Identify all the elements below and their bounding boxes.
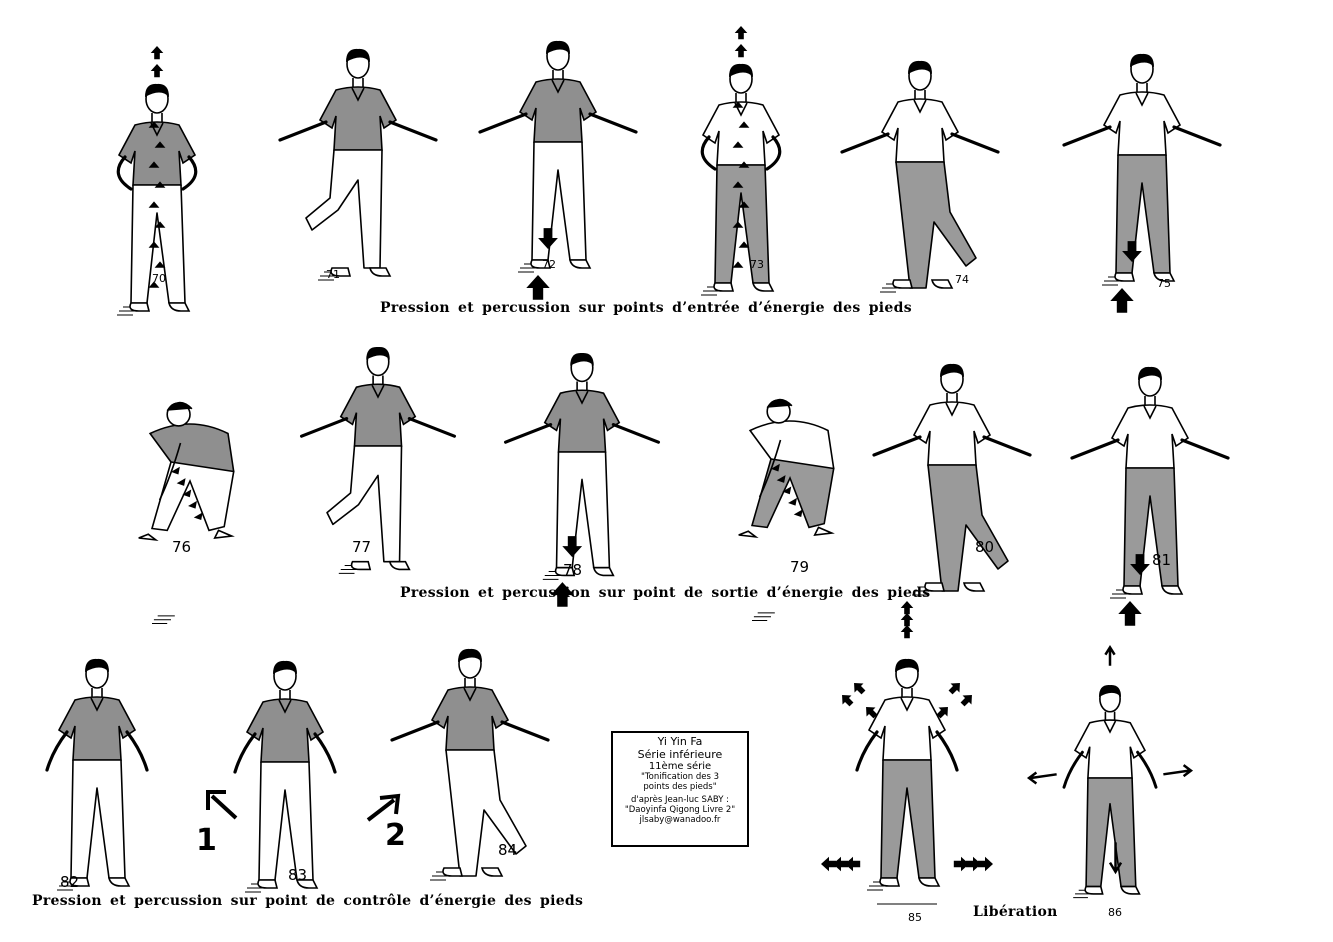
figure-71	[280, 49, 436, 281]
caption-exit-point: Pression et percussion sur point de sortie d’énergie des pieds	[400, 585, 931, 601]
figure-number: 75	[1157, 277, 1171, 290]
figure-85	[821, 601, 993, 924]
figure-number: 82	[60, 873, 80, 891]
figure-74	[842, 61, 998, 292]
info-credit-line-1: d'après Jean-luc SABY :	[630, 795, 730, 806]
figure-number: 72	[542, 258, 556, 271]
caption-liberation: Libération	[973, 904, 1058, 920]
figure-77	[302, 347, 455, 573]
step-2-label: 2	[385, 818, 406, 853]
figure-number: 74	[955, 273, 969, 286]
info-box	[611, 731, 749, 847]
figure-75	[1064, 54, 1220, 313]
figure-number: 81	[1152, 551, 1172, 569]
info-subtitle-line-1: "Tonification des 3	[641, 771, 719, 782]
figure-number: 78	[563, 561, 583, 579]
info-credit-line-2: "Daoyinfa Qigong Livre 2"	[624, 805, 736, 816]
figure-number: 86	[1108, 906, 1122, 919]
info-series: Série inférieure	[637, 747, 723, 761]
figure-81	[1072, 367, 1228, 626]
figure-number: 77	[352, 538, 372, 556]
caption-entry-points: Pression et percussion sur points d’entrée d’énergie des pieds	[380, 300, 912, 316]
figure-84	[392, 649, 548, 880]
figure-83	[235, 661, 335, 892]
figure-76	[139, 403, 234, 624]
figure-78	[506, 353, 659, 607]
figure-number: 83	[288, 866, 308, 884]
figure-72	[480, 41, 636, 300]
arrow-up-left-icon	[208, 792, 236, 818]
figure-73	[701, 26, 780, 295]
figure-number: 70	[152, 272, 166, 285]
step-1-label: 1	[196, 823, 217, 858]
figure-number: 71	[326, 268, 340, 281]
figure-number: 80	[975, 538, 995, 556]
figure-82	[47, 659, 147, 891]
info-edition: 11ème série	[648, 761, 712, 773]
info-email: jlsaby@wanadoo.fr	[639, 814, 721, 825]
caption-control-point: Pression et percussion sur point de contrôle d’énergie des pieds	[32, 893, 584, 909]
info-subtitle-line-2: points des pieds"	[643, 781, 717, 792]
figure-number: 84	[498, 841, 518, 859]
figure-number: 76	[172, 538, 192, 556]
info-title: Yi Yin Fa	[657, 735, 703, 748]
arrow-up-right-icon	[368, 796, 398, 820]
figure-70	[117, 46, 196, 315]
figure-number: 79	[790, 558, 810, 576]
figure-number: 85	[908, 911, 922, 924]
figure-86	[1029, 647, 1191, 919]
figure-80	[874, 364, 1030, 595]
figure-number: 73	[750, 258, 764, 271]
